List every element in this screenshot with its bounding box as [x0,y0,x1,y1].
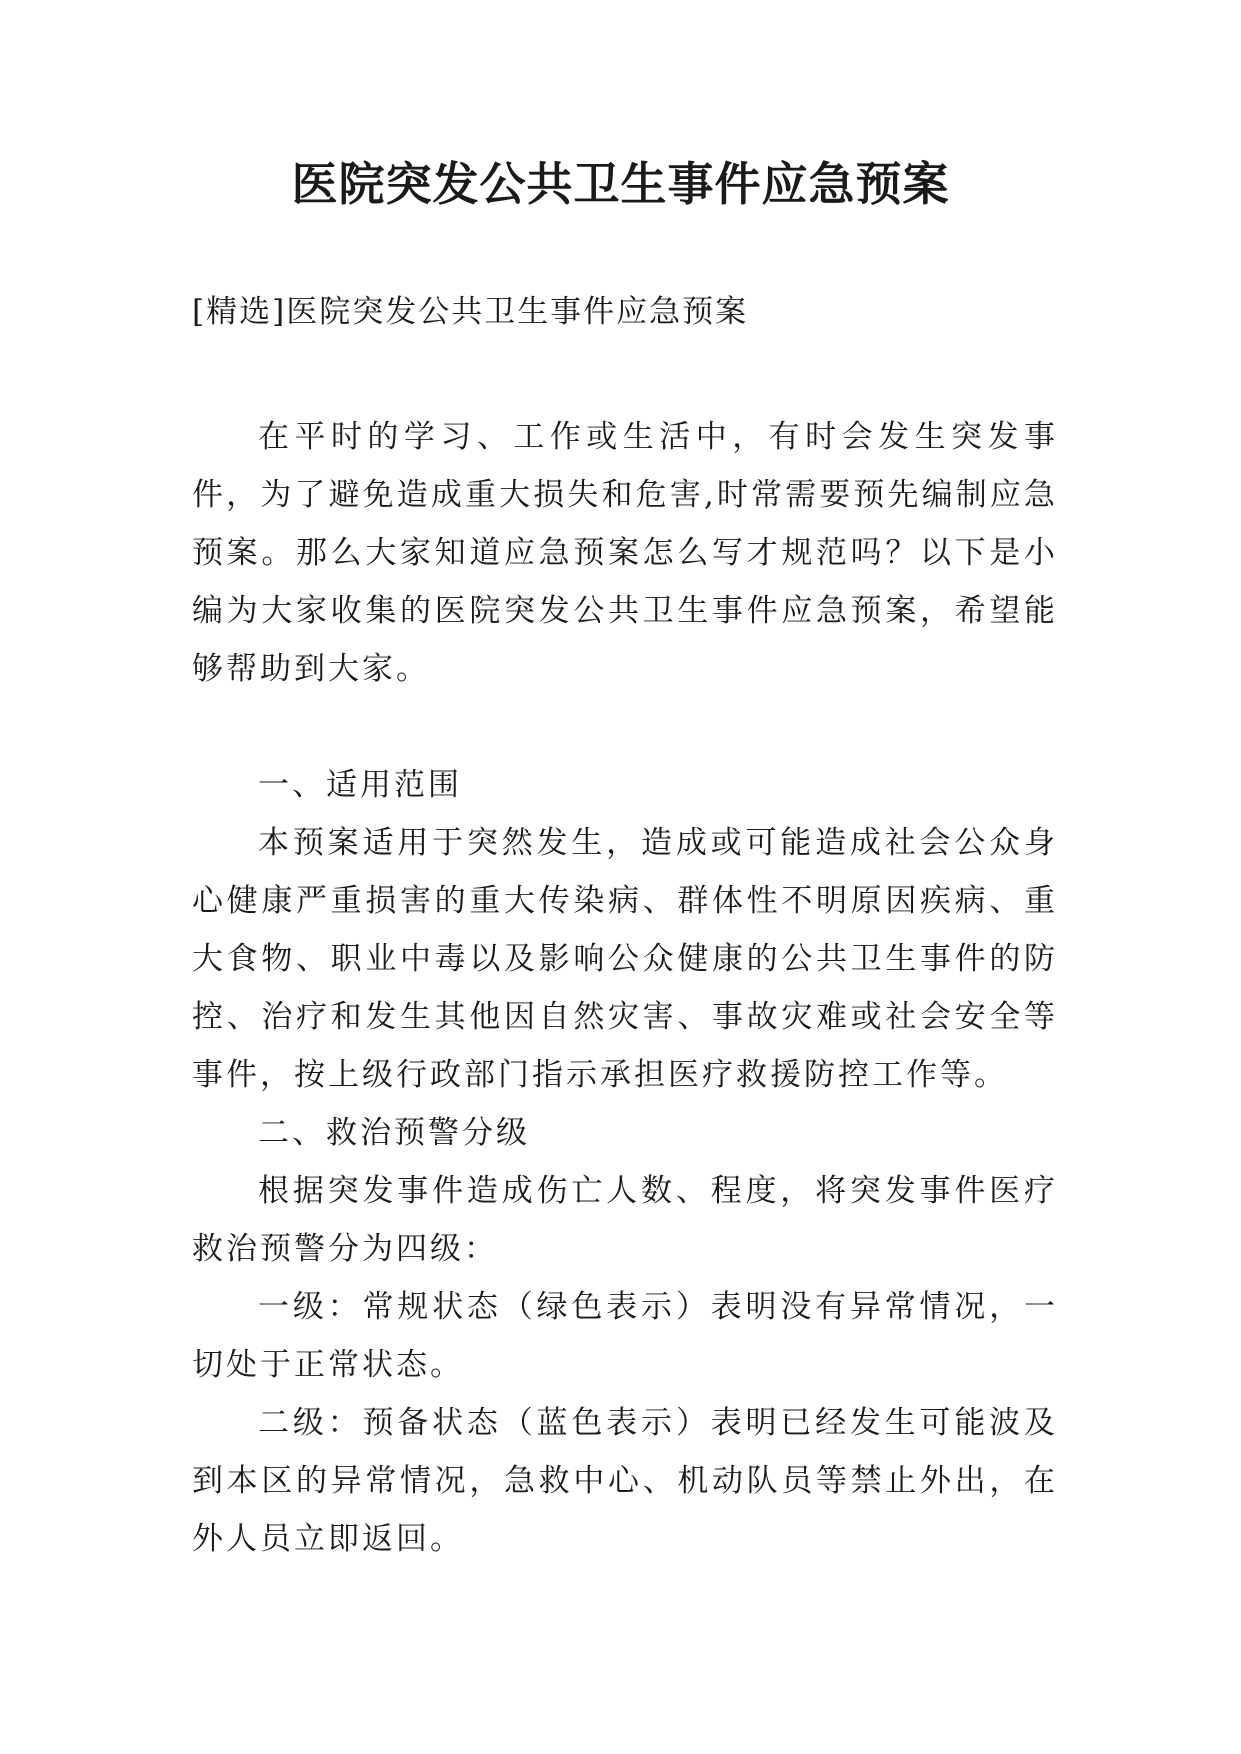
intro-paragraph: 在平时的学习、工作或生活中，有时会发生突发事件，为了避免造成重大损失和危害,时常需要预先编制应急预案。那么大家知道应急预案怎么写才规范吗？以下是小编为大家收集的医院突发公共卫生事件应急预案，希望能够帮助到大家。 [192,419,1058,687]
document-title: 医院突发公共卫生事件应急预案 [291,157,950,211]
document-subtitle: [精选]医院突发公共卫生事件应急预案 [192,294,749,330]
section-heading-warning-levels: 二、救治预警分级 [258,1115,530,1151]
document-body [192,408,1058,1568]
level-one-paragraph: 一级：常规状态（绿色表示）表明没有异常情况，一切处于正常状态。 [192,1289,1058,1383]
section-heading-scope: 一、适用范围 [258,767,462,803]
level-two-paragraph: 二级：预备状态（蓝色表示）表明已经发生可能波及到本区的异常情况，急救中心、机动队员等禁止外出，在外人员立即返回。 [192,1405,1058,1557]
scope-paragraph: 本预案适用于突然发生，造成或可能造成社会公众身心健康严重损害的重大传染病、群体性不明原因疾病、重大食物、职业中毒以及影响公众健康的公共卫生事件的防控、治疗和发生其他因自然灾害、事故灾难或社会安全等事件，按上级行政部门指示承担医疗救援防控工作等。 [192,825,1058,1093]
warning-levels-paragraph: 根据突发事件造成伤亡人数、程度，将突发事件医疗救治预警分为四级： [192,1173,1058,1267]
